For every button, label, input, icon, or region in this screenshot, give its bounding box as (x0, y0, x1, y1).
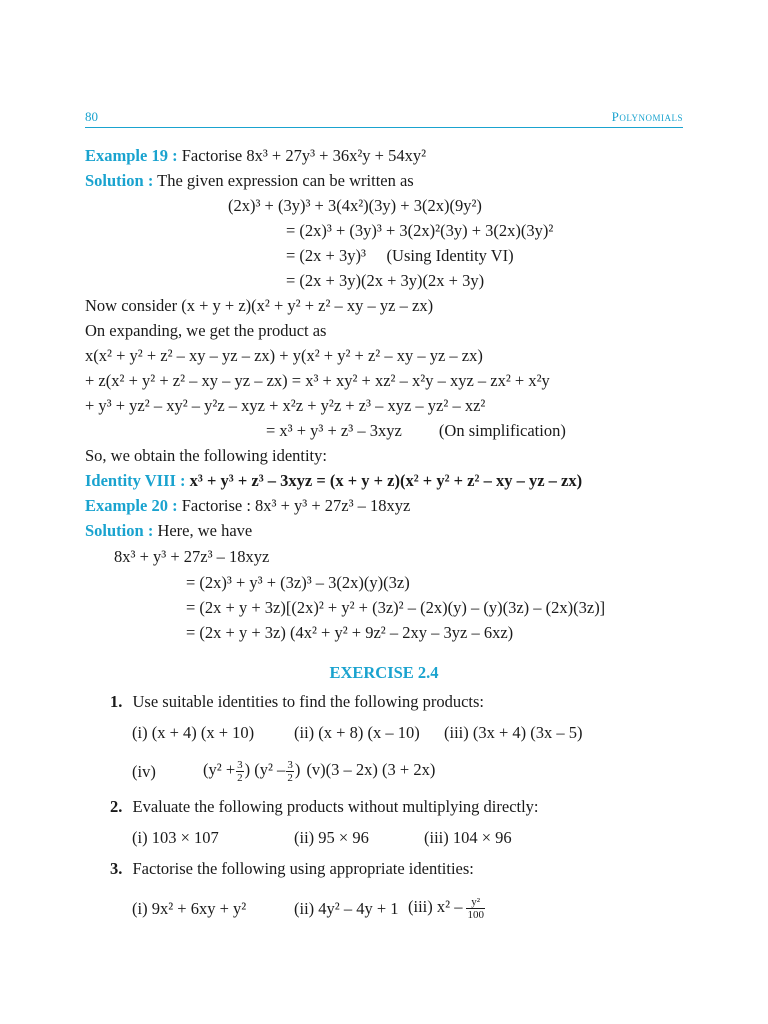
solution-19-step-3: = (2x + 3y)³ (Using Identity VI) (286, 246, 514, 265)
example-20-label: Example 20 : (85, 496, 178, 515)
exercise-title: EXERCISE 2.4 (329, 663, 439, 682)
expansion-line-1: x(x² + y² + z² – xy – yz – zx) + y(x² + y² + z² – xy – yz – zx) (85, 346, 483, 365)
q2-part-ii: (ii) 95 × 96 (294, 828, 369, 847)
question-2-number: 2. (110, 797, 123, 816)
q1-part-v: (v)(3 – 2x) (3 + 2x) (306, 760, 436, 779)
expansion-line-2: + z(x² + y² + z² – xy – yz – zx) = x³ + xy² + xz² – x²y – xyz – zx² + x²y (85, 371, 550, 390)
solution-20-step-2: = (2x)³ + y³ + (3z)³ – 3(2x)(y)(3z) (186, 573, 410, 592)
expansion-line-4: = x³ + y³ + z³ – 3xyz (On simplification) (266, 421, 566, 440)
solution-19-step-2: = (2x)³ + (3y)³ + 3(2x)²(3y) + 3(2x)(3y)² (286, 221, 554, 240)
solution-20-step-4: = (2x + y + 3z) (4x² + y² + 9z² – 2xy – 3yz – 6xz) (186, 623, 514, 642)
q2-part-i: (i) 103 × 107 (132, 828, 219, 847)
q1-part-iv-c: ) (294, 760, 301, 779)
q3-part-i: (i) 9x² + 6xy + y² (132, 899, 247, 918)
page-number: 80 (85, 109, 98, 124)
solution-20 (85, 521, 252, 541)
q1-part-iv (203, 754, 435, 786)
question-3-text: Factorise the following using appropriate identities: (132, 859, 474, 878)
consider-line: Now consider (x + y + z)(x² + y² + z² – xy – yz – zx) (85, 296, 434, 315)
fraction-three-halves-1: $\frac{3}{2}$ (237, 758, 243, 784)
header-rule (85, 127, 683, 128)
identity-8-label: Identity VIII : (85, 471, 186, 490)
question-2-text: Evaluate the following products without multiplying directly: (132, 797, 539, 816)
example-19-problem: Factorise 8x³ + 27y³ + 36x²y + 54xy² (181, 146, 427, 165)
q1-part-iv-a: (y² + (203, 760, 236, 779)
question-1-text: Use suitable identities to find the following products: (132, 692, 484, 711)
q1-part-iv-label: (iv) (132, 762, 156, 781)
q3-part-iii (408, 889, 486, 925)
identity-8-formula: x³ + y³ + z³ – 3xyz = (x + y + z)(x² + y² + z² – xy – yz – zx) (189, 471, 583, 490)
example-19-label: Example 19 : (85, 146, 178, 165)
solution-19-label: Solution : (85, 171, 154, 190)
chapter-title: Polynomials (611, 109, 683, 124)
question-1 (110, 692, 484, 712)
q1-part-i: (i) (x + 4) (x + 10) (132, 723, 255, 742)
identity-8 (85, 471, 582, 491)
solution-19 (85, 171, 414, 191)
question-3-number: 3. (110, 859, 123, 878)
expanding-line: On expanding, we get the product as (85, 321, 327, 340)
solution-20-intro: Here, we have (157, 521, 253, 540)
question-1-number: 1. (110, 692, 123, 711)
obtain-line: So, we obtain the following identity: (85, 446, 327, 465)
solution-20-step-3: = (2x + y + 3z)[(2x)² + y² + (3z)² – (2x)(y) – (y)(3z) – (2x)(3z)] (186, 598, 606, 617)
q2-part-iii: (iii) 104 × 96 (424, 828, 512, 847)
example-20 (85, 496, 410, 516)
solution-20-label: Solution : (85, 521, 154, 540)
fraction-three-halves-2: $\frac{3}{2}$ (287, 758, 293, 784)
q1-part-iii: (iii) (3x + 4) (3x – 5) (444, 723, 583, 742)
q1-part-ii: (ii) (x + 8) (x – 10) (294, 723, 420, 742)
solution-20-step-1: 8x³ + y³ + 27z³ – 18xyz (114, 547, 270, 566)
q3-part-ii: (ii) 4y² – 4y + 1 (294, 899, 399, 918)
question-3 (110, 859, 474, 879)
solution-19-step-4: = (2x + 3y)(2x + 3y)(2x + 3y) (286, 271, 485, 290)
solution-19-intro: The given expression can be written as (157, 171, 414, 190)
question-2 (110, 797, 539, 817)
fraction-y2-over-100: $\frac{\text{y²}}{100}$ (467, 895, 484, 921)
example-19 (85, 146, 426, 166)
q3-part-iii-text: (iii) x² – (408, 897, 463, 916)
q1-part-iv-b: ) (y² – (244, 760, 286, 779)
solution-19-step-1: (2x)³ + (3y)³ + 3(4x²)(3y) + 3(2x)(9y²) (228, 196, 482, 215)
expansion-line-3: + y³ + yz² – xy² – y²z – xyz + x²z + y²z + z³ – xyz – yz² – xz² (85, 396, 486, 415)
example-20-problem: Factorise : 8x³ + y³ + 27z³ – 18xyz (181, 496, 411, 515)
